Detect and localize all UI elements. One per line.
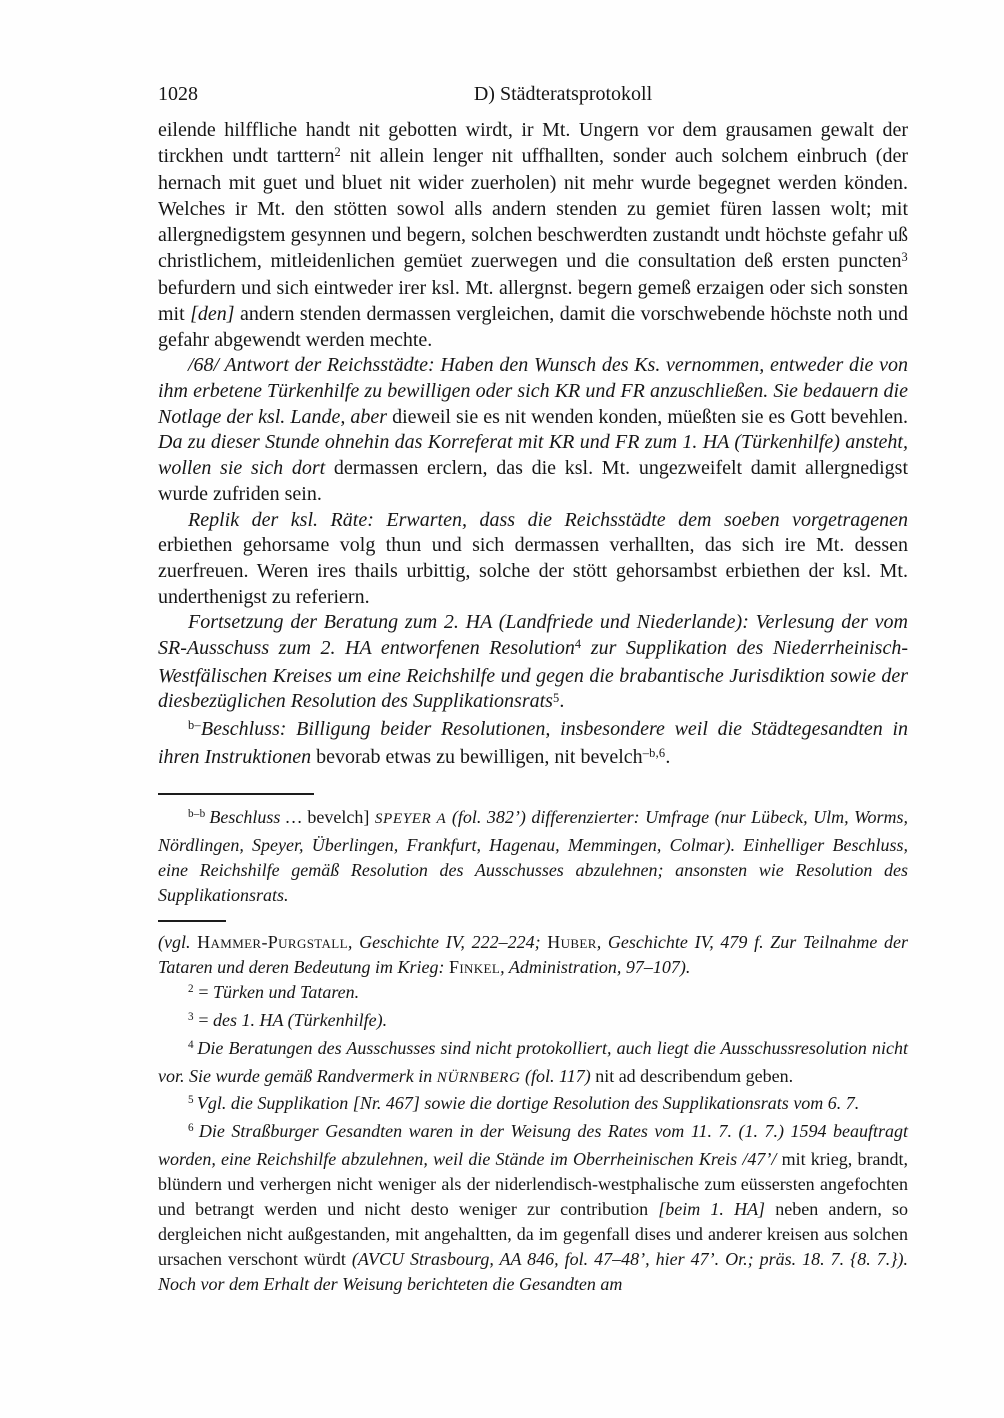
text-run: 4 — [574, 637, 582, 652]
body-paragraph-fortsetzung-wrap — [158, 610, 908, 717]
text-run: (vgl. — [158, 931, 198, 952]
text-run: Vgl. die Supplikation [Nr. 467] sowie die dortige Resolution des Supplikationsrats vom 6. 7. — [196, 1092, 860, 1113]
text-run: nit allein lenger nit uffhallten, sonder auch solchem einbruch (der hernach mit guet und bluet nit wider zuerholen) nit mehr wurde begegnet werden könden. Welches ir Mt. den stötten sowol alls andern stenden zu gemiet füren lassen wolt; mit allergnedigstem gesynnen und begern, solchen beschwerdten zustandt undt höchste gefahr uß christlichem, mitleidenlichen gemüet zuerwegen und die consultation deß ersten puncten — [158, 144, 908, 272]
text-run: befurdern und sich eintweder irer ksl. Mt. allergnst. begern gemeß erzaigen oder sich sonsten mit — [158, 277, 908, 325]
text-run: Da zu dieser Stunde ohnehin das Korreferat mit KR und FR zum 1. HA (Türkenhilfe) ansteht, wollen sie sich dort — [158, 431, 908, 480]
running-head: D) Städteratsprotokoll — [473, 83, 653, 105]
footnote-6 — [158, 1119, 908, 1297]
text-run: erbiethen gehorsame volg thun und sich dermassen verhallten, das sich ire Mt. dessen zuerfreuen. Weren ires thails urbittig, solche der stött gehorsambst erbiethen der ksl. Mt. underthenigst zu referiern. — [158, 534, 908, 608]
footnote-4-wrap — [158, 1036, 908, 1091]
page-number: 1028 — [158, 83, 198, 105]
body-paragraph-continuation-wrap — [158, 118, 908, 353]
text-run: Finkel — [448, 956, 501, 977]
body-paragraph-continuation — [158, 118, 908, 353]
text-run: NÜRNBERG — [436, 1069, 521, 1086]
text-run: b– — [188, 718, 201, 733]
footnote-separator-rule — [158, 920, 226, 922]
body-paragraph-fortsetzung — [158, 610, 908, 717]
text-run: 2 — [188, 983, 194, 996]
text-run: /68/ Antwort der Reichsstädte: Haben den Wunsch des Ks. vernommen, entweder die von ihm erbetene Türkenhilfe zu bewilligen oder sich KR und FR anzuschließen. Sie bedauern die Notlage der ksl. Lande, aber — [158, 354, 908, 428]
text-run: , Geschichte IV, 479 f. Zur Teilnahme der Tataren und deren Bedeutung im Krieg: — [158, 931, 908, 977]
text-run: bevorab etwas zu bewilligen, nit bevelch — [316, 745, 643, 768]
text-run: zur Supplikation des Niederrheinisch-Westfälischen Kreises um eine Reichshilfe und gegen die brabantische Jurisdiktion sowie der diesbezüglichen Resolution des Supplikationsrats — [158, 637, 908, 713]
footnote-5 — [158, 1091, 908, 1119]
footnote-1-continuation — [158, 930, 908, 980]
text-run: Die Straßburger Gesandten waren in der Weisung des Rates vom 11. 7. (1. 7.) 1594 beauftragt worden, eine Reichshilfe abzulehnen, weil die Stände im Oberrheinischen Kreis /47’/ — [158, 1120, 908, 1169]
text-run: Beschluss … — [209, 806, 308, 827]
body-paragraph-replik-wrap — [158, 508, 908, 611]
text-run: (fol. 117) — [520, 1065, 596, 1086]
text-run: = — [193, 981, 213, 1002]
text-run: [den] — [190, 302, 235, 325]
text-run: Beschluss: Billigung beider Resolutionen, insbesondere weil die Städtegesandten in ihren Instruktionen — [158, 718, 908, 768]
text-run: mit krieg, brandt, blündern und verhergen nicht weniger als der niderlendisch-westphalische zum eüssersten angefochten und betrangt werden und nicht desto weniger zur contribution — [158, 1148, 908, 1219]
text-run: Hammer-Purgstall — [197, 931, 348, 952]
footnote-2 — [158, 980, 908, 1008]
body-paragraph-replik — [158, 508, 908, 611]
text-run: (AVCU Strasbourg, AA 846, fol. 47–48’, hier 47’. Or.; präs. 18. 7. {8. 7.}). Noch vor dem Erhalt der Weisung berichteten die Gesandten am — [158, 1248, 908, 1294]
footnote-5-wrap — [158, 1091, 908, 1119]
text-run: Die Beratungen des Ausschusses sind nicht protokolliert, auch liegt die Ausschussresolution nicht vor. Sie wurde gemäß Randvermerk in — [158, 1037, 908, 1086]
text-run: SPEYER A — [374, 810, 447, 827]
footnote-1-continuation-wrap — [158, 930, 908, 980]
text-run: des 1. HA (Türkenhilfe). — [212, 1009, 388, 1030]
text-run: . — [559, 690, 565, 713]
footnote-3 — [158, 1008, 908, 1036]
text-run: b–b — [188, 808, 210, 821]
text-run: bevelch] — [307, 806, 375, 827]
text-run: dieweil sie es nit wenden konden, müeßten sie es Gott bevehlen. — [392, 405, 908, 428]
text-run: andern stenden dermassen vergleichen, damit die vorschwebende höchste noth und gefahr abgewendt werden mechte. — [158, 302, 908, 351]
footnote-3-wrap — [158, 1008, 908, 1036]
body-paragraph-beschluss — [158, 717, 908, 772]
text-run: , Geschichte IV, 222–224; — [347, 931, 548, 952]
body-paragraph-antwort — [158, 353, 908, 507]
text-run: = — [193, 1009, 213, 1030]
text-run: neben andern, so dergleichen nicht außgestanden, mit angehaltten, da im gegenfall dises und anderer kreisen aus solchen ursachen verschont würdt — [158, 1198, 908, 1269]
body-paragraph-antwort-wrap — [158, 353, 908, 507]
text-run: 6 — [188, 1122, 199, 1135]
body-paragraph-beschluss-wrap — [158, 717, 908, 772]
text-run: 3 — [901, 249, 908, 264]
text-run: , Administration, 97–107). — [500, 956, 691, 977]
text-run: Fortsetzung der Beratung zum 2. HA (Landfriede und Niederlande): Verlesung der vom SR-Ausschuss zum 2. HA entworfenen Resolution — [158, 611, 908, 660]
text-run: (fol. 382’) differenzierter: Umfrage (nur Lübeck, Ulm, Worms, Nördlingen, Speyer, Überlingen, Frankfurt, Hagenau, Memmingen, Colmar). Einhelliger Beschluss, eine Reichshilfe gemäß Resolution des Ausschusses abzulehnen; ansonsten wie Resolution des Supplikationsrats. — [158, 806, 908, 905]
text-run: dermassen erclern, das die ksl. Mt. ungezweifelt damit allergnedigst wurde zufriden sein. — [158, 457, 908, 505]
text-run: 5 — [188, 1094, 197, 1107]
apparatus-note-b — [158, 805, 908, 908]
text-run: 2 — [334, 144, 341, 159]
apparatus-note-b-wrap — [158, 805, 908, 908]
text-run: eilende hilffliche handt nit gebotten wirdt, ir Mt. Ungern vor dem grausamen gewalt der tirckhen undt tarttern — [158, 119, 908, 167]
text-blocks — [158, 118, 908, 1297]
text-run: nit ad describendum geben. — [595, 1065, 794, 1086]
text-run: 5 — [552, 690, 560, 705]
text-run: –b,6 — [642, 745, 666, 760]
page-header — [158, 82, 908, 106]
text-run: 3 — [188, 1011, 194, 1024]
footnote-6-wrap — [158, 1119, 908, 1297]
text-run: Huber — [547, 931, 597, 952]
text-run: . — [665, 745, 671, 768]
footnote-4 — [158, 1036, 908, 1091]
footnote-2-wrap — [158, 980, 908, 1008]
text-run: 4 — [188, 1039, 198, 1052]
text-run: [beim 1. HA] — [658, 1198, 766, 1219]
text-run: Replik der ksl. Räte: Erwarten, dass die Reichsstädte dem soeben vorgetragenen — [188, 508, 908, 531]
text-run: Türken und Tataren. — [212, 981, 360, 1002]
apparatus-separator-rule — [158, 793, 314, 795]
